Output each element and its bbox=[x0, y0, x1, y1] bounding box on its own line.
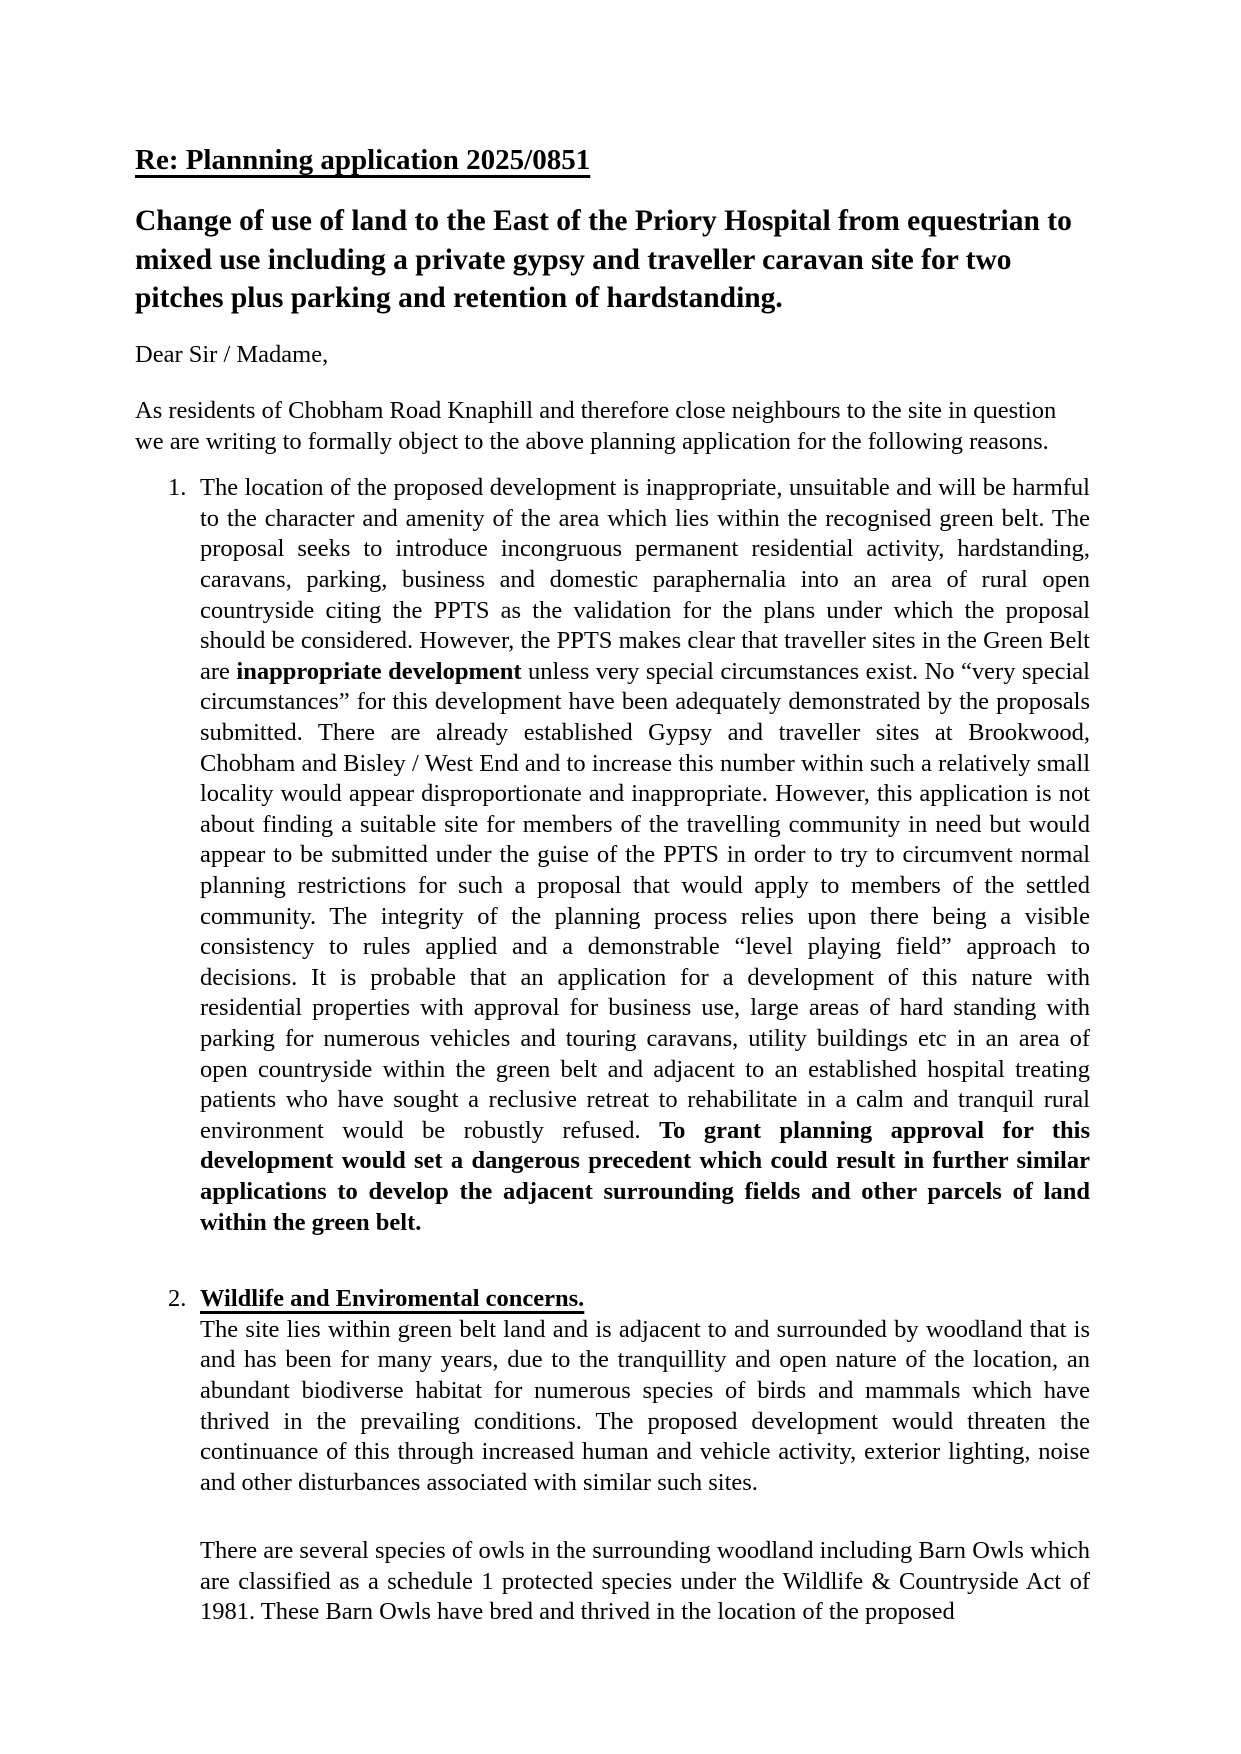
list-item-paragraph bbox=[200, 473, 1090, 1238]
intro-paragraph: As residents of Chobham Road Knaphill and therefore close neighbours to the site in question we are writing to formally object to the above planning application for the following reasons. bbox=[135, 397, 1057, 455]
list-item-body bbox=[200, 473, 1090, 1238]
subject-line: Re: Plannning application 2025/0851 bbox=[135, 144, 591, 176]
list-item-number: 1. bbox=[168, 474, 187, 502]
list-item-heading: Wildlife and Enviromental concerns. bbox=[200, 1285, 585, 1313]
list-item bbox=[168, 473, 1090, 1238]
application-heading: Change of use of land to the East of the Priory Hospital from equestrian to mixed use including a private gypsy and traveller caravan site for two pitches plus parking and retention of hardstanding. bbox=[135, 205, 1072, 314]
text-segment: The location of the proposed development is inappropriate, unsuitable and will be harmful to the character and amenity of the area which lies within the recognised green belt. The proposal seeks to introduce incongruous permanent residential activity, hardstanding, caravans, parking, business and domestic paraphernalia into an area of rural open countryside citing the PPTS as the validation for the plans under which the proposal should be considered. However, the PPTS makes clear that traveller sites in the Green Belt are bbox=[200, 474, 1090, 685]
objection-list bbox=[135, 473, 1090, 1628]
bold-text-segment: To grant planning approval for this development would set a dangerous precedent which could result in further similar applications to develop the adjacent surrounding fields and other parcels of land within the green belt. bbox=[200, 1116, 1090, 1236]
list-item-body bbox=[200, 1284, 1090, 1628]
list-item bbox=[168, 1284, 1090, 1628]
bold-text-segment: inappropriate development bbox=[236, 657, 522, 685]
list-item-paragraph bbox=[200, 1536, 1090, 1628]
list-item-number: 2. bbox=[168, 1285, 187, 1313]
text-segment: unless very special circumstances exist. No “very special circumstances” for this development have been adequately demonstrated by the proposals submitted. There are already established Gypsy and traveller sites at Brookwood, Chobham and Bisley / West End and to increase this number within such a relatively small locality would appear disproportionate and inappropriate. However, this application is not about finding a suitable site for members of the travelling community in need but would appear to be submitted under the guise of the PPTS in order to try to circumvent normal planning restrictions for such a proposal that would apply to members of the settled community. The integrity of the planning process relies upon there being a visible consistency to rules applied and a demonstrable “level playing field” approach to decisions. It is probable that an application for a development of this nature with residential properties with approval for business use, large areas of hard standing with parking for numerous vehicles and touring caravans, utility buildings etc in an area of open countryside within the green belt and adjacent to an established hospital treating patients who have sought a reclusive retreat to rehabilitate in a calm and tranquil rural environment would be robustly refused. bbox=[200, 657, 1090, 1144]
text-segment: There are several species of owls in the surrounding woodland including Barn Owls which are classified as a schedule 1 protected species under the Wildlife & Countryside Act of 1981. These Barn Owls have bred and thrived in the location of the proposed bbox=[200, 1537, 1090, 1626]
list-item-paragraph bbox=[200, 1315, 1090, 1499]
salutation: Dear Sir / Madame, bbox=[135, 340, 329, 368]
text-segment: The site lies within green belt land and is adjacent to and surrounded by woodland that is and has been for many years, due to the tranquillity and open nature of the location, an abundant biodiverse habitat for numerous species of birds and mammals which have thrived in the prevailing conditions. The proposed development would threaten the continuance of this through increased human and vehicle activity, exterior lighting, noise and other disturbances associated with similar such sites. bbox=[200, 1315, 1090, 1496]
